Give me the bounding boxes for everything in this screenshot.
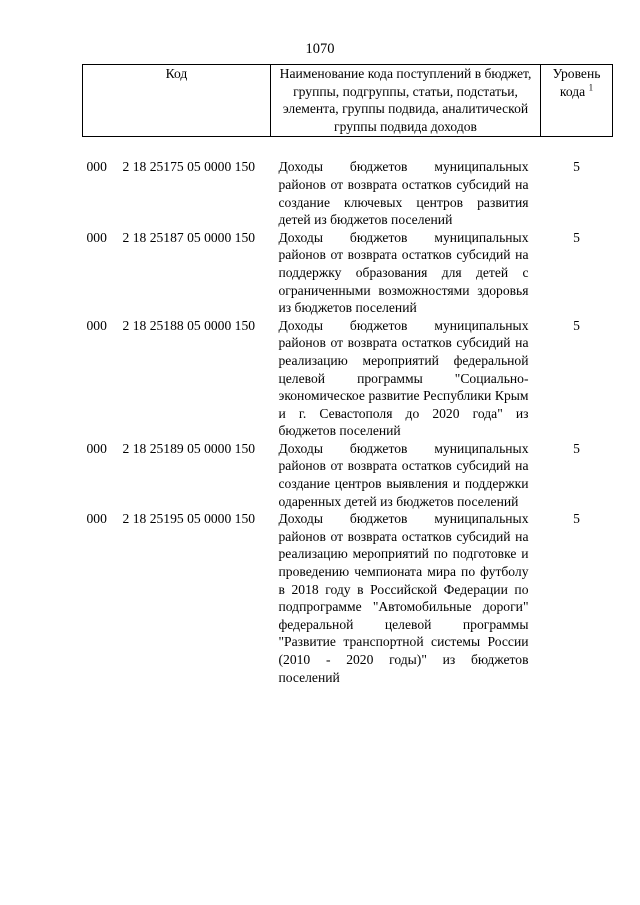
name-cell: Доходы бюджетов муниципальных районов от возврата остатков субсидий на реализацию мероприятий федеральной целевой программы "Социально-экономическое развитие Республики Крым и г. Севастополя до 2020 года" из бюджетов поселений bbox=[278, 317, 529, 439]
admin-code: 000 bbox=[86, 159, 107, 175]
name-cell: Доходы бюджетов муниципальных районов от возврата остатков субсидий на реализацию мероприятий по подготовке и проведению чемпионата мира по футболу в 2018 году в Российской Федерации по подпрограмме "Автомобильные дороги" федеральной целевой программы "Развитие транспортной системы России (2010 - 2020 годы)" из бюджетов поселений bbox=[278, 511, 529, 685]
income-code: 2 18 25188 05 0000 150 bbox=[122, 317, 256, 333]
admin-code: 000 bbox=[86, 229, 107, 245]
table-row bbox=[83, 510, 613, 686]
code-cell bbox=[83, 510, 271, 686]
income-code: 2 18 25187 05 0000 150 bbox=[122, 229, 256, 245]
level-cell: 5 bbox=[573, 229, 580, 245]
admin-code: 000 bbox=[86, 440, 107, 456]
code-cell bbox=[83, 229, 271, 317]
header-code: Код bbox=[83, 65, 271, 137]
page-number: 1070 bbox=[305, 41, 335, 57]
table-row bbox=[83, 317, 613, 440]
header-level-footnote: 1 bbox=[588, 82, 594, 93]
header-name: Наименование кода поступлений в бюджет, группы, подгруппы, статьи, подстатьи, элемента, группы подвида, аналитической группы подвида доходов bbox=[271, 65, 541, 137]
income-code: 2 18 25189 05 0000 150 bbox=[122, 440, 256, 456]
level-cell: 5 bbox=[573, 159, 580, 175]
code-cell bbox=[83, 440, 271, 510]
admin-code: 000 bbox=[86, 511, 107, 527]
table-row bbox=[83, 158, 613, 228]
level-cell: 5 bbox=[573, 511, 580, 527]
level-cell: 5 bbox=[573, 317, 580, 333]
code-cell bbox=[83, 317, 271, 440]
level-cell: 5 bbox=[573, 440, 580, 456]
header-level-label: Уровень кода bbox=[552, 66, 601, 99]
table-header-row bbox=[83, 65, 613, 137]
income-code: 2 18 25175 05 0000 150 bbox=[122, 159, 256, 175]
income-code: 2 18 25195 05 0000 150 bbox=[122, 511, 256, 527]
name-cell: Доходы бюджетов муниципальных районов от возврата остатков субсидий на создание центров выявления и поддержки одаренных детей из бюджетов поселений bbox=[278, 440, 529, 509]
name-cell: Доходы бюджетов муниципальных районов от возврата остатков субсидий на создание ключевых центров развития детей из бюджетов поселений bbox=[278, 159, 529, 228]
table-spacer bbox=[83, 137, 613, 159]
name-cell: Доходы бюджетов муниципальных районов от возврата остатков субсидий на поддержку образования для детей с ограниченными возможностями здоровья из бюджетов поселений bbox=[278, 229, 529, 316]
admin-code: 000 bbox=[86, 317, 107, 333]
table-row bbox=[83, 229, 613, 317]
code-cell bbox=[83, 158, 271, 228]
header-level bbox=[541, 65, 613, 137]
table-row bbox=[83, 440, 613, 510]
income-codes-table bbox=[82, 64, 613, 686]
